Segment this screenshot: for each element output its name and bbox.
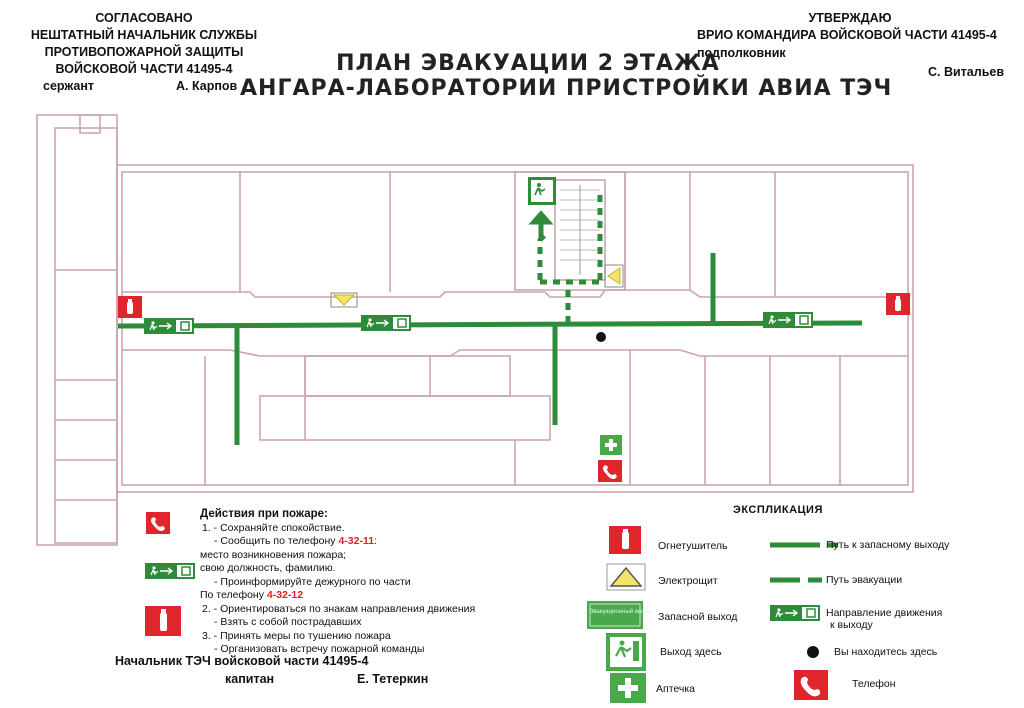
action-2a: - Взять с собой пострадавших xyxy=(214,616,362,628)
legend-first-aid: Аптечка xyxy=(656,683,696,695)
legend-spare-path: Путь к запасному выходу xyxy=(826,539,950,551)
signature-rank: капитан xyxy=(225,672,275,686)
phone-icon-actions xyxy=(146,512,170,534)
approval-block xyxy=(20,10,268,78)
spare-exit-sign-legend xyxy=(587,601,652,629)
legend-extinguisher: Огнетушитель xyxy=(658,540,728,552)
action-1: 1. - Сохраняйте спокойствие. xyxy=(202,521,345,534)
action-1c: свою должность, фамилию. xyxy=(200,562,336,574)
approval-unit: ВОЙСКОВОЙ ЧАСТИ 41495-4 xyxy=(55,62,233,76)
legend-evac-path: Путь эвакуации xyxy=(826,574,903,586)
action-2: 2. - Ориентироваться по знакам направления движения xyxy=(202,602,476,615)
plan-title-line-2: АНГАРА-ЛАБОРАТОРИИ ПРИСТРОЙКИ АВИА ТЭЧ xyxy=(240,76,893,101)
signature-name: Е. Тетеркин xyxy=(357,672,429,686)
action-1a: - Сообщить по телефону 4-32-11: xyxy=(214,535,377,547)
phone-number-2: 4-32-12 xyxy=(266,589,304,601)
phone-icon-plan xyxy=(598,460,622,482)
extinguisher-icon-legend xyxy=(609,526,641,554)
extinguisher-icon-plan-left xyxy=(118,296,142,318)
first-aid-icon-plan xyxy=(600,435,622,455)
phone-number-1: 4-32-11 xyxy=(338,535,375,547)
legend-direction-line-1: Направление движения xyxy=(826,607,943,619)
direction-sign-legend xyxy=(771,606,819,620)
direction-sign-actions xyxy=(146,564,194,578)
plan-title xyxy=(240,51,893,101)
approve-name: С. Витальев xyxy=(928,65,1005,79)
exit-here-icon-legend xyxy=(606,633,646,671)
approval-position-1: НЕШТАТНЫЙ НАЧАЛЬНИК СЛУЖБЫ xyxy=(30,28,258,42)
legend-phone: Телефон xyxy=(852,678,896,690)
legend-title: ЭКСПЛИКАЦИЯ xyxy=(733,504,823,516)
legend-direction xyxy=(826,607,942,631)
legend-direction-line-2: к выходу xyxy=(830,619,873,631)
legend-panel: Электрощит xyxy=(658,575,718,587)
fire-actions-heading: Действия при пожаре: xyxy=(200,508,328,520)
action-3a: - Организовать встречу пожарной команды xyxy=(214,643,425,655)
direction-sign-plan-2 xyxy=(362,316,410,330)
first-aid-icon-legend xyxy=(610,673,646,703)
signature-position: Начальник ТЭЧ войсковой части 41495-4 xyxy=(115,654,369,668)
approve-title: УТВЕРЖДАЮ xyxy=(808,11,892,25)
plan-title-line-1: ПЛАН ЭВАКУАЦИИ 2 ЭТАЖА xyxy=(336,51,720,76)
action-1b: место возникновения пожара; xyxy=(200,548,347,561)
approval-title: СОГЛАСОВАНО xyxy=(95,11,193,25)
approval-rank: сержант xyxy=(43,79,95,93)
legend-you-are-here: Вы находитесь здесь xyxy=(834,646,938,658)
approval-position-2: ПРОТИВОПОЖАРНОЙ ЗАЩИТЫ xyxy=(44,45,244,59)
action-1d: - Проинформируйте дежурного по части xyxy=(214,575,411,588)
evacuation-path xyxy=(118,253,862,445)
direction-sign-plan-1 xyxy=(145,319,193,333)
approve-position: ВРИО КОМАНДИРА ВОЙСКОВОЙ ЧАСТИ 41495-4 xyxy=(697,28,997,42)
staircase xyxy=(560,185,600,275)
action-3: 3. - Принять меры по тушению пожара xyxy=(202,629,391,642)
approve-rank: подполковник xyxy=(697,46,786,60)
approval-name: А. Карпов xyxy=(176,79,238,93)
phone-icon-legend xyxy=(794,670,828,700)
electrical-panel-icon-plan-2 xyxy=(605,265,623,287)
direction-sign-plan-3 xyxy=(764,313,812,327)
exit-here-sign-plan xyxy=(528,177,556,240)
legend-spare-exit-sign-text: Эвакуационный выход xyxy=(589,609,652,615)
legend-exit-here: Выход здесь xyxy=(660,646,722,658)
action-1e: По телефону 4-32-12 xyxy=(200,589,304,601)
you-are-here-legend-dot xyxy=(807,646,819,658)
you-are-here-marker xyxy=(596,332,606,342)
extinguisher-icon-plan-right xyxy=(886,293,910,315)
legend-spare-exit: Запасной выход xyxy=(658,611,738,623)
fire-actions xyxy=(200,508,475,657)
panel-icon-legend xyxy=(607,564,645,590)
extinguisher-icon-actions xyxy=(145,606,181,636)
electrical-panel-icon-plan-1 xyxy=(331,293,357,307)
